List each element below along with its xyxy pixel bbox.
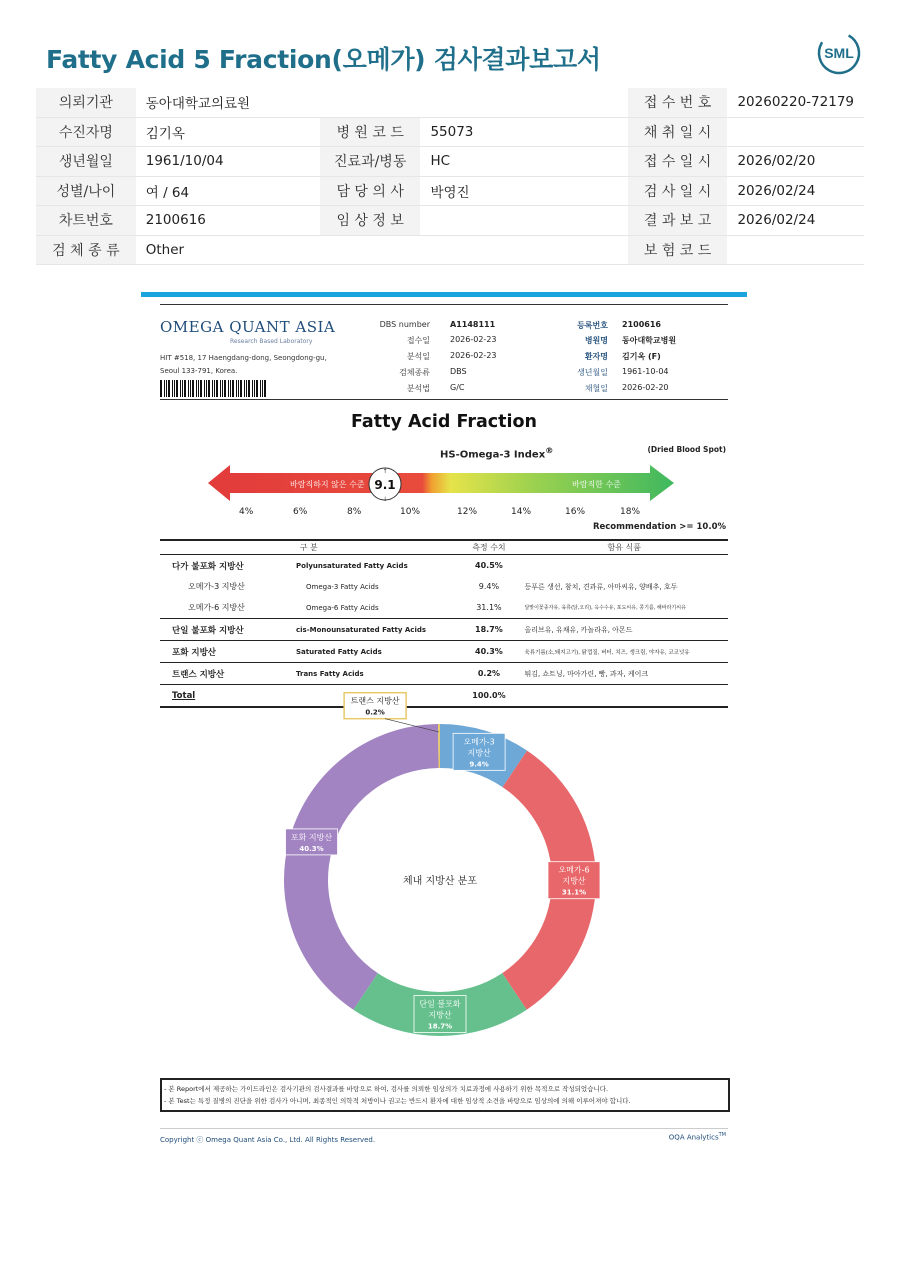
- doctor-label: 담 당 의 사: [320, 176, 421, 206]
- donut-slice: [284, 724, 439, 1010]
- dbs-value: A1148111: [450, 320, 496, 329]
- report-top-line: [160, 304, 728, 305]
- oqa-brand: [160, 318, 336, 345]
- barcode-bar: [244, 380, 245, 397]
- dbs-label: DBS number: [379, 320, 430, 329]
- insurance-label: 보 험 코 드: [628, 235, 728, 265]
- collection-date-label: 채 취 일 시: [628, 117, 728, 147]
- barcode-bar: [192, 380, 194, 397]
- table-row: 포화 지방산 Saturated Fatty Acids 40.3% 육류기름(소,돼지고기), 닭껍질, 버터, 치즈, 생크림, 야자유, 코코넛유: [160, 641, 728, 663]
- donut-data-label: [548, 862, 600, 899]
- spec-label: 검체종류: [399, 368, 430, 377]
- footer-line: [160, 1128, 728, 1129]
- reg-value: 2100616: [622, 320, 661, 329]
- barcode-bar: [252, 380, 253, 397]
- barcode-bar: [176, 380, 178, 397]
- donut-category-label: 지방산: [467, 748, 491, 758]
- company-sub: Research Based Laboratory: [230, 338, 313, 345]
- barcode-bar: [224, 380, 226, 397]
- table-row: 오메가-6 지방산 Omega-6 Fatty Acids 31.1% 달맞이꽃종자유, 육류(닭,오리), 옥수수유, 포도씨유, 콩기름, 해바라기씨유: [160, 597, 728, 619]
- anal-label: 분석일: [406, 352, 430, 361]
- barcode-bar: [172, 380, 173, 397]
- report-header-bottom-line: [160, 399, 728, 400]
- barcode-bar: [260, 380, 261, 397]
- barcode-bar: [168, 380, 170, 397]
- company-address: [160, 352, 327, 378]
- birth-value: 1961/10/04: [136, 147, 320, 177]
- scale-8: 8%: [347, 507, 362, 517]
- sex-age-value: 여 / 64: [136, 176, 320, 206]
- donut-category-label: 트랜스 지방산: [350, 696, 400, 706]
- barcode-bar: [206, 380, 207, 397]
- donut-category-label: 포화 지방산: [290, 832, 333, 842]
- donut-center-label: 체내 지방산 분포: [403, 876, 477, 887]
- specimen-value: Other: [136, 235, 320, 265]
- scale-18: 18%: [620, 507, 641, 517]
- disclaimer-box: [160, 1078, 730, 1112]
- insurance-value: [727, 235, 864, 265]
- donut-category-label: 단일 불포화: [419, 999, 461, 1009]
- hosp-value: 동아대학교병원: [622, 336, 677, 345]
- barcode-bar: [204, 380, 205, 397]
- report-title: Fatty Acid Fraction: [351, 412, 537, 432]
- barcode-bar: [196, 380, 197, 397]
- dept-value: HC: [420, 147, 548, 177]
- receipt-date-value: 2026/02/20: [727, 147, 864, 177]
- scale-14: 14%: [511, 507, 532, 517]
- barcode-bar: [214, 380, 215, 397]
- barcode-bar: [208, 380, 210, 397]
- svg-text:SML: SML: [824, 45, 854, 61]
- donut-value-label: 9.4%: [469, 760, 489, 769]
- chart-no-label: 차트번호: [36, 206, 136, 236]
- donut-category-label: 지방산: [562, 876, 586, 886]
- good-level-label: 바람직한 수준: [572, 480, 621, 489]
- barcode-bar: [236, 380, 237, 397]
- index-value: 9.1: [374, 478, 396, 492]
- barcode-bar: [222, 380, 223, 397]
- barcode-bar: [240, 380, 242, 397]
- table-row: 오메가-3 지방산 Omega-3 Fatty Acids 9.4% 등푸른 생선, 참치, 견과류, 아마씨유, 양배추, 호두: [188, 582, 678, 591]
- barcode-bar: [248, 380, 250, 397]
- table-row: 단일 불포화 지방산 cis-Monounsaturated Fatty Acids 18.7% 올리브유, 유채유, 카놀라유, 아몬드: [160, 619, 728, 641]
- barcode-bar: [264, 380, 266, 397]
- address-line2: Seoul 133-791, Korea.: [160, 367, 238, 375]
- reg-label: 등록번호: [577, 321, 608, 330]
- barcode-bar: [216, 380, 218, 397]
- sml-logo: [816, 30, 862, 76]
- barcode-bar: [188, 380, 189, 397]
- test-date-value: 2026/02/24: [727, 176, 864, 206]
- sex-age-label: 성별/나이: [36, 176, 136, 206]
- report-date-label: 결 과 보 고: [628, 206, 728, 236]
- donut-data-label: [414, 996, 466, 1033]
- method-label: 분석법: [406, 384, 430, 393]
- barcode-bar: [198, 380, 199, 397]
- receipt-no-label: 접 수 번 호: [628, 88, 728, 117]
- col-foods: 함유 식품: [520, 540, 728, 555]
- birth-value-r: 1961-10-04: [622, 367, 669, 376]
- pat-value: 김기옥 (F): [622, 352, 661, 361]
- marker-up-arrow: ↑: [382, 468, 388, 475]
- pat-label: 환자명: [584, 352, 608, 361]
- barcode-bar: [212, 380, 213, 397]
- patient-label: 수진자명: [36, 117, 136, 147]
- scale-12: 12%: [457, 507, 478, 517]
- disclaimer-line2: - 본 Test는 특정 질병의 진단을 위한 검사가 아니며, 최종적인 의학적 처방이나 권고는 반드시 환자에 대한 임상적 소견을 바탕으로 임상의에 의해 이루어져야 합니다.: [164, 1097, 631, 1105]
- scale-10: 10%: [400, 507, 421, 517]
- barcode-bar: [254, 380, 255, 397]
- hospital-code-label: 병 원 코 드: [320, 117, 421, 147]
- fraction-table: [160, 539, 728, 708]
- donut-data-label: [286, 829, 338, 855]
- barcode: [160, 380, 270, 397]
- clinical-label: 임 상 정 보: [320, 206, 421, 236]
- donut-category-label: 오메가-3: [463, 737, 495, 747]
- barcode-bar: [256, 380, 258, 397]
- disclaimer-line1: - 본 Report에서 제공하는 가이드라인은 검사기관의 검사결과를 바탕으로 하여, 검사를 의뢰한 임상의가 치료과정에 사용하기 위한 목적으로 작성되었습니다.: [164, 1085, 609, 1093]
- barcode-bar: [220, 380, 221, 397]
- scale-16: 16%: [565, 507, 586, 517]
- barcode-bar: [190, 380, 191, 397]
- spec-value: DBS: [450, 367, 467, 376]
- barcode-bar: [184, 380, 186, 397]
- hosp-label: 병원명: [584, 336, 608, 345]
- institution-value: 동아대학교의료원: [136, 88, 549, 117]
- report-top-bar: [141, 292, 747, 297]
- table-row: 다가 불포화 지방산 Polyunsaturated Fatty Acids 40.5%: [172, 561, 503, 572]
- donut-category-label: 지방산: [428, 1010, 452, 1020]
- copyright: Copyright ⓒ Omega Quant Asia Co., Ltd. All Rights Reserved.: [160, 1136, 376, 1144]
- marker-down-arrow: ↓: [382, 496, 388, 503]
- donut-data-label: [344, 693, 406, 719]
- donut-value-label: 18.7%: [427, 1022, 453, 1031]
- donut-value-label: 40.3%: [299, 844, 324, 853]
- patient-value: 김기옥: [136, 117, 320, 147]
- barcode-bar: [262, 380, 263, 397]
- barcode-bar: [238, 380, 239, 397]
- barcode-bar: [246, 380, 247, 397]
- hospital-code-value: 55073: [420, 117, 548, 147]
- chart-no-value: 2100616: [136, 206, 320, 236]
- table-row: 트랜스 지방산 Trans Fatty Acids 0.2% 튀김, 쇼트닝, 마아가린, 빵, 과자, 케이크: [160, 663, 728, 685]
- recv-value: 2026-02-23: [450, 335, 497, 344]
- barcode-bar: [164, 380, 165, 397]
- draw-label: 채혈일: [584, 384, 608, 393]
- clinical-value: [420, 206, 548, 236]
- barcode-bar: [180, 380, 181, 397]
- birth-label-r: 생년월일: [577, 368, 608, 377]
- barcode-bar: [232, 380, 234, 397]
- patient-info-table: [36, 88, 864, 265]
- donut-data-label: [453, 733, 505, 770]
- company-name: OMEGA QUANT ASIA: [160, 318, 336, 336]
- dbs-note: (Dried Blood Spot): [647, 445, 726, 454]
- page-title: Fatty Acid 5 Fraction(오메가) 검사결과보고서: [46, 45, 601, 74]
- donut-value-label: 31.1%: [561, 888, 587, 897]
- collection-date-value: [727, 117, 864, 147]
- fatty-acid-donut-chart: [160, 696, 728, 1065]
- doctor-value: 박영진: [420, 176, 548, 206]
- receipt-no-value: 20260220-72179: [727, 88, 864, 117]
- recommendation: Recommendation >= 10.0%: [592, 522, 726, 532]
- test-date-label: 검 사 일 시: [628, 176, 728, 206]
- omega3-index-gauge: [208, 462, 678, 502]
- specimen-label: 검 체 종 류: [36, 235, 136, 265]
- barcode-bar: [228, 380, 229, 397]
- donut-category-label: 오메가-6: [558, 865, 590, 875]
- barcode-bar: [182, 380, 183, 397]
- receipt-date-label: 접 수 일 시: [628, 147, 728, 177]
- barcode-bar: [230, 380, 231, 397]
- barcode-bar: [200, 380, 202, 397]
- col-category: 구 분: [160, 540, 457, 555]
- institution-label: 의뢰기관: [36, 88, 136, 117]
- anal-value: 2026-02-23: [450, 351, 497, 360]
- barcode-bar: [166, 380, 167, 397]
- scale-4: 4%: [239, 507, 254, 517]
- scale-6: 6%: [293, 507, 308, 517]
- dept-label: 진료과/병동: [320, 147, 421, 177]
- address-line1: HIT #518, 17 Haengdang-dong, Seongdong-gu,: [160, 354, 327, 362]
- donut-value-label: 0.2%: [365, 708, 385, 717]
- table-row-total: Total 100.0%: [160, 685, 728, 708]
- barcode-bar: [160, 380, 162, 397]
- birth-label: 생년월일: [36, 147, 136, 177]
- index-title: HS-Omega-3 Index®: [440, 445, 554, 461]
- barcode-bar: [174, 380, 175, 397]
- method-value: G/C: [450, 383, 465, 392]
- col-value: 측정 수치: [457, 540, 520, 555]
- bad-level-label: 바람직하지 않은 수준: [290, 480, 365, 489]
- draw-value: 2026-02-20: [622, 383, 669, 392]
- recv-label: 접수일: [406, 336, 430, 345]
- oqa-analytics: OQA Analytics™: [668, 1132, 726, 1142]
- report-date-value: 2026/02/24: [727, 206, 864, 236]
